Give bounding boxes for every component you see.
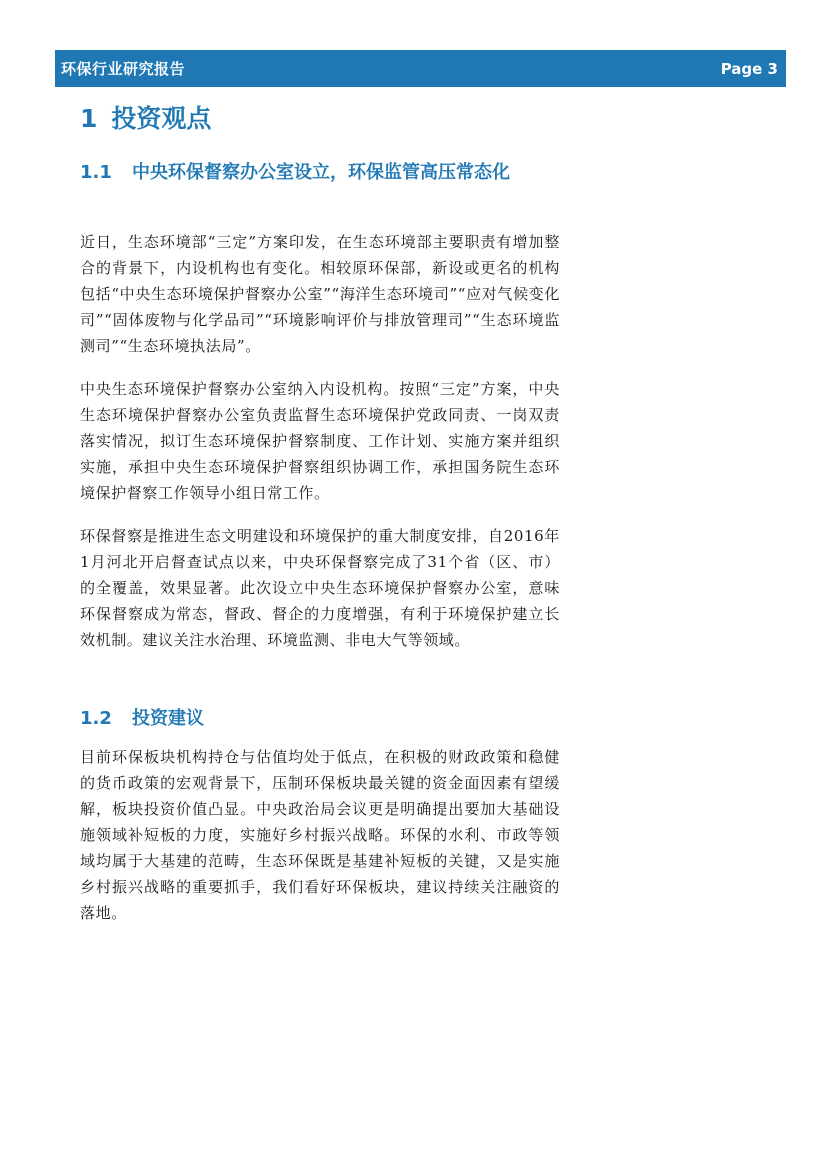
body-paragraph: 环保督察是推进生态文明建设和环境保护的重大制度安排，自2016年1月河北开启督查试点以来，中央环保督察完成了31个省（区、市）的全覆盖，效果显著。此次设立中央生态环境保护督察办公室，意味环保督察成为常态，督政、督企的力度增强，有利于环境保护建立长效机制。建议关注水治理、环境监测、非电大气等领域。: [80, 527, 560, 649]
subsection-number: 1.2: [80, 708, 112, 729]
section-title: 投资观点: [111, 104, 212, 133]
subsection-heading-1-2: [80, 706, 204, 732]
body-paragraph: 目前环保板块机构持仓与估值均处于低点，在积极的财政政策和稳健的货币政策的宏观背景下，压制环保板块最关键的资金面因素有望缓解，板块投资价值凸显。中央政治局会议更是明确提出要加大基础设施领域补短板的力度，实施好乡村振兴战略。环保的水利、市政等领域均属于大基建的范畴，生态环保既是基建补短板的关键，又是实施乡村振兴战略的重要抓手，我们看好环保板块，建议持续关注融资的落地。: [80, 748, 560, 922]
subsection-title: 中央环保督察办公室设立，环保监管高压常态化: [132, 162, 510, 183]
section-heading-1: [80, 102, 211, 136]
page-number: Page 3: [720, 59, 778, 78]
subsection-title: 投资建议: [132, 708, 204, 729]
report-header-bar: [55, 50, 786, 87]
subsection-heading-1-1: [80, 160, 560, 186]
body-paragraph: 近日，生态环境部“三定”方案印发，在生态环境部主要职责有增加整合的背景下，内设机构也有变化。相较原环保部，新设或更名的机构包括“中央生态环境保护督察办公室”“海洋生态环境司”“应对气候变化司”“固体废物与化学品司”“环境影响评价与排放管理司”“生态环境监测司”“生态环境执法局”。: [80, 233, 560, 355]
body-paragraph: 中央生态环境保护督察办公室纳入内设机构。按照“三定”方案，中央生态环境保护督察办公室负责监督生态环境保护党政同责、一岗双责落实情况，拟订生态环境保护督察制度、工作计划、实施方案并组织实施，承担中央生态环境保护督察组织协调工作，承担国务院生态环境保护督察工作领导小组日常工作。: [80, 380, 560, 502]
section-number: 1: [80, 104, 98, 133]
report-title: 环保行业研究报告: [61, 60, 186, 78]
subsection-number: 1.1: [80, 162, 112, 183]
